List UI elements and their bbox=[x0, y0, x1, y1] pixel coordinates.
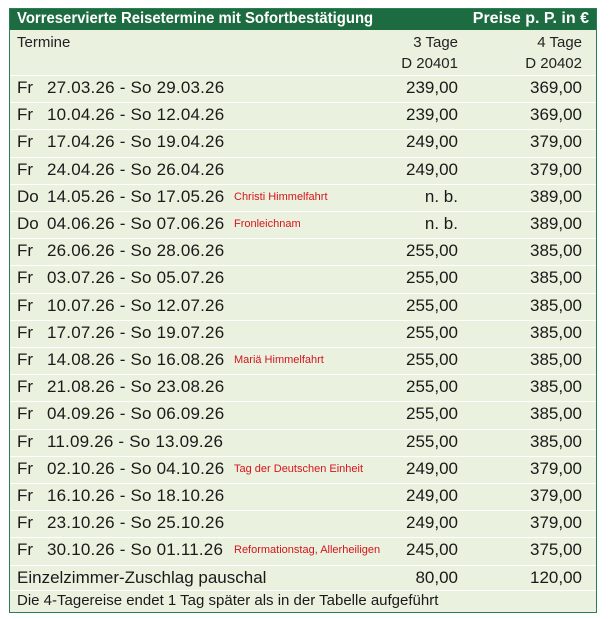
row-day: Fr bbox=[17, 540, 34, 560]
surcharge-row bbox=[10, 565, 596, 590]
table-row bbox=[10, 537, 596, 562]
table-row bbox=[10, 401, 596, 426]
row-dates: 17.04.26 - So 19.04.26 bbox=[47, 132, 225, 152]
table-row bbox=[10, 483, 596, 508]
row-day: Fr bbox=[17, 322, 34, 342]
row-price-3-tage: 255,00 bbox=[406, 295, 458, 315]
header-3-tage-code: D 20401 bbox=[401, 55, 458, 72]
row-price-4-tage: 375,00 bbox=[530, 540, 582, 560]
row-price-4-tage: 379,00 bbox=[530, 458, 582, 478]
row-price-3-tage: 239,00 bbox=[406, 105, 458, 125]
row-price-4-tage: 385,00 bbox=[530, 377, 582, 397]
table-row bbox=[10, 129, 596, 154]
row-price-4-tage: 385,00 bbox=[530, 322, 582, 342]
row-day: Fr bbox=[17, 159, 34, 179]
row-dates: 14.08.26 - So 16.08.26 bbox=[47, 350, 225, 369]
row-dates: 24.04.26 - So 26.04.26 bbox=[47, 159, 225, 179]
row-price-4-tage: 385,00 bbox=[530, 431, 582, 451]
row-holiday-note: Christi Himmelfahrt bbox=[234, 190, 328, 203]
row-price-3-tage: n. b. bbox=[424, 186, 458, 206]
row-day: Fr bbox=[17, 268, 34, 288]
row-price-4-tage: 379,00 bbox=[530, 159, 582, 179]
row-dates: 10.04.26 - So 12.04.26 bbox=[47, 105, 225, 125]
row-price-3-tage: 255,00 bbox=[406, 241, 458, 261]
row-price-4-tage: 369,00 bbox=[530, 105, 582, 125]
table-row bbox=[10, 184, 596, 209]
header-3-tage: 3 Tage bbox=[413, 34, 458, 51]
table-row bbox=[10, 265, 596, 290]
table-row bbox=[10, 456, 596, 481]
row-day: Fr bbox=[17, 105, 34, 125]
surcharge-label: Einzelzimmer-Zuschlag pauschal bbox=[17, 568, 267, 587]
row-price-4-tage: 385,00 bbox=[530, 241, 582, 261]
table-row bbox=[10, 347, 596, 372]
row-day: Fr bbox=[17, 132, 34, 152]
row-dates: 02.10.26 - So 04.10.26 bbox=[47, 458, 225, 478]
row-holiday-note: Tag der Deutschen Einheit bbox=[234, 462, 364, 475]
row-day: Fr bbox=[17, 241, 34, 261]
row-dates: 27.03.26 - So 29.03.26 bbox=[47, 78, 225, 97]
row-price-3-tage: 255,00 bbox=[406, 268, 458, 288]
table-row bbox=[10, 102, 596, 127]
surcharge-price-4: 120,00 bbox=[530, 568, 582, 587]
row-price-4-tage: 379,00 bbox=[530, 513, 582, 533]
row-price-4-tage: 385,00 bbox=[530, 268, 582, 288]
footnote: Die 4-Tagereise endet 1 Tag später als in der Tabelle aufgeführt bbox=[17, 592, 439, 609]
row-day: Fr bbox=[17, 513, 34, 533]
title-bar bbox=[10, 9, 596, 30]
footnote-row bbox=[10, 590, 596, 612]
price-note: Preise p. P. in € bbox=[472, 10, 589, 27]
row-price-3-tage: 249,00 bbox=[406, 486, 458, 505]
price-table bbox=[9, 8, 597, 613]
row-dates: 03.07.26 - So 05.07.26 bbox=[47, 268, 225, 288]
surcharge-price-3: 80,00 bbox=[415, 568, 458, 587]
table-row bbox=[10, 320, 596, 345]
row-price-4-tage: 379,00 bbox=[530, 132, 582, 152]
row-price-3-tage: 255,00 bbox=[406, 377, 458, 397]
row-dates: 26.06.26 - So 28.06.26 bbox=[47, 241, 225, 261]
row-dates: 23.10.26 - So 25.10.26 bbox=[47, 513, 225, 533]
row-price-3-tage: 255,00 bbox=[406, 404, 458, 424]
row-dates: 17.07.26 - So 19.07.26 bbox=[47, 322, 225, 342]
column-header bbox=[10, 30, 596, 75]
row-price-4-tage: 385,00 bbox=[530, 295, 582, 315]
row-holiday-note: Mariä Himmelfahrt bbox=[234, 354, 324, 366]
row-price-3-tage: 255,00 bbox=[406, 431, 458, 451]
row-dates: 16.10.26 - So 18.10.26 bbox=[47, 486, 225, 505]
header-termine: Termine bbox=[17, 34, 71, 51]
row-price-3-tage: 249,00 bbox=[406, 458, 458, 478]
row-price-4-tage: 385,00 bbox=[530, 350, 582, 369]
row-price-3-tage: 255,00 bbox=[406, 322, 458, 342]
header-4-tage-code: D 20402 bbox=[525, 55, 582, 72]
row-day: Do bbox=[17, 214, 39, 233]
row-price-3-tage: 249,00 bbox=[406, 132, 458, 152]
table-row bbox=[10, 238, 596, 263]
row-price-3-tage: 239,00 bbox=[406, 78, 458, 97]
table-row bbox=[10, 293, 596, 318]
row-dates: 04.06.26 - So 07.06.26 bbox=[47, 214, 225, 233]
row-dates: 04.09.26 - So 06.09.26 bbox=[47, 404, 225, 424]
row-day: Do bbox=[17, 186, 39, 206]
header-4-tage: 4 Tage bbox=[537, 34, 582, 51]
row-day: Fr bbox=[17, 431, 34, 451]
row-price-3-tage: n. b. bbox=[424, 214, 458, 233]
row-day: Fr bbox=[17, 377, 34, 397]
row-price-4-tage: 385,00 bbox=[530, 404, 582, 424]
table-row bbox=[10, 429, 596, 454]
table-row bbox=[10, 157, 596, 182]
row-day: Fr bbox=[17, 486, 34, 505]
row-dates: 10.07.26 - So 12.07.26 bbox=[47, 295, 225, 315]
table-row bbox=[10, 510, 596, 535]
row-day: Fr bbox=[17, 350, 34, 369]
row-price-4-tage: 379,00 bbox=[530, 486, 582, 505]
table-title: Vorreservierte Reisetermine mit Sofortbestätigung bbox=[17, 10, 374, 27]
row-price-3-tage: 249,00 bbox=[406, 159, 458, 179]
row-price-4-tage: 389,00 bbox=[530, 214, 582, 233]
table-row bbox=[10, 211, 596, 236]
row-dates: 30.10.26 - So 01.11.26 bbox=[47, 540, 224, 560]
row-day: Fr bbox=[17, 78, 34, 97]
row-dates: 11.09.26 - So 13.09.26 bbox=[47, 431, 224, 451]
row-holiday-note: Reformationstag, Allerheiligen bbox=[234, 544, 381, 557]
row-price-4-tage: 389,00 bbox=[530, 186, 582, 206]
row-price-4-tage: 369,00 bbox=[530, 78, 582, 97]
row-price-3-tage: 255,00 bbox=[406, 350, 458, 369]
row-day: Fr bbox=[17, 458, 34, 478]
row-day: Fr bbox=[17, 404, 34, 424]
table-row bbox=[10, 75, 596, 100]
row-day: Fr bbox=[17, 295, 34, 315]
row-price-3-tage: 249,00 bbox=[406, 513, 458, 533]
row-holiday-note: Fronleichnam bbox=[234, 218, 301, 230]
row-dates: 14.05.26 - So 17.05.26 bbox=[47, 186, 225, 206]
row-dates: 21.08.26 - So 23.08.26 bbox=[47, 377, 225, 397]
row-price-3-tage: 245,00 bbox=[406, 540, 458, 560]
table-row bbox=[10, 374, 596, 399]
